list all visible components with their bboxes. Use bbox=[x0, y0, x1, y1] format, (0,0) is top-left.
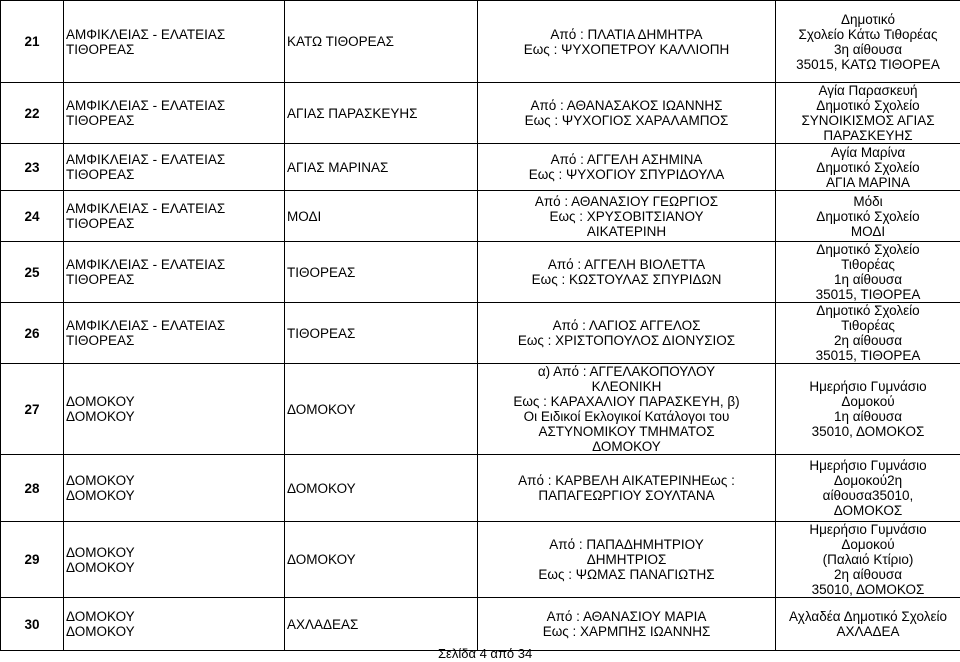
municipality-cell-line: ΔΟΜΟΚΟΥ bbox=[66, 473, 135, 488]
voter-range-cell-line: Εως : ΧΑΡΜΠΗΣ ΙΩΑΝΝΗΣ bbox=[542, 624, 711, 639]
voter-range-cell bbox=[478, 144, 776, 191]
polling-station-cell-line: Δομοκού2η bbox=[833, 473, 903, 488]
polling-station-cell bbox=[776, 303, 960, 364]
polling-station-cell-line: Ημερήσιο Γυμνάσιο bbox=[809, 379, 927, 394]
municipality-cell-line: ΔΟΜΟΚΟΥ bbox=[66, 544, 135, 560]
municipality-cell-line: ΑΜΦΙΚΛΕΙΑΣ - ΕΛΑΤΕΙΑΣ bbox=[66, 318, 226, 333]
community-cell-line: ΔΟΜΟΚΟΥ bbox=[287, 480, 356, 496]
voter-range-cell-line: Από : ΑΓΓΕΛΗ ΒΙΟΛΕΤΤΑ bbox=[547, 257, 706, 272]
municipality-cell bbox=[64, 455, 285, 522]
voter-range-cell-line: ΠΑΠΑΓΕΩΡΓΙΟΥ ΣΟΥΛΤΑΝΑ bbox=[538, 488, 715, 503]
table-row bbox=[1, 144, 960, 191]
community-cell-line: ΤΙΘΟΡΕΑΣ bbox=[287, 325, 356, 341]
voter-range-cell-line: ΔΟΜΟΚΟΥ bbox=[592, 439, 661, 454]
municipality-cell-line: ΔΟΜΟΚΟΥ bbox=[66, 609, 135, 624]
row-number: 23 bbox=[1, 144, 64, 191]
polling-station-cell-line: 35015, ΤΙΘΟΡΕΑ bbox=[815, 287, 921, 302]
polling-station-cell bbox=[776, 191, 960, 242]
voter-range-cell-line: Εως : ΚΑΡΑΧΑΛΙΟΥ ΠΑΡΑΣΚΕΥΗ, β) bbox=[513, 394, 740, 409]
municipality-cell-line: ΑΜΦΙΚΛΕΙΑΣ - ΕΛΑΤΕΙΑΣ bbox=[66, 201, 226, 216]
voter-range-cell-line: Από : ΑΘΑΝΑΣΙΟΥ ΜΑΡΙΑ bbox=[546, 609, 707, 624]
voter-range-cell-line: Από : ΑΘΑΝΑΣΑΚΟΣ ΙΩΑΝΝΗΣ bbox=[530, 98, 723, 113]
municipality-cell-line: ΔΟΜΟΚΟΥ bbox=[66, 488, 135, 503]
polling-station-cell-line: 35015, ΚΑΤΩ ΤΙΘΟΡΕΑ bbox=[796, 56, 940, 72]
voter-range-cell bbox=[478, 522, 776, 598]
community-cell-line: ΔΟΜΟΚΟΥ bbox=[287, 401, 356, 417]
polling-station-cell-line: Αγία Παρασκευή bbox=[818, 83, 918, 98]
voter-range-cell-line: ΔΗΜΗΤΡΙΟΣ bbox=[586, 552, 667, 567]
polling-station-cell-line: 1η αίθουσα bbox=[833, 409, 903, 424]
polling-station-cell-line: Ημερήσιο Γυμνάσιο bbox=[809, 458, 927, 473]
polling-station-cell-line: ΑΧΛΑΔΕΑ bbox=[836, 624, 900, 639]
row-number: 24 bbox=[1, 191, 64, 242]
community-cell bbox=[285, 1, 478, 83]
row-number: 25 bbox=[1, 242, 64, 303]
polling-station-cell-line: 35015, ΤΙΘΟΡΕΑ bbox=[815, 348, 921, 363]
polling-station-cell bbox=[776, 242, 960, 303]
polling-station-cell-line: Τιθορέας bbox=[841, 318, 895, 333]
polling-station-cell-line: Δημοτικό Σχολείο bbox=[816, 242, 920, 257]
polling-station-cell bbox=[776, 83, 960, 144]
voter-range-cell bbox=[478, 303, 776, 364]
polling-station-cell-line: ΣΥΝΟΙΚΙΣΜΟΣ ΑΓΙΑΣ bbox=[801, 113, 935, 128]
polling-station-cell-line: Δομοκού bbox=[841, 394, 895, 409]
table-row bbox=[1, 598, 960, 651]
polling-station-cell-line: Δομοκού bbox=[841, 537, 895, 552]
municipality-cell-line: ΔΟΜΟΚΟΥ bbox=[66, 394, 135, 409]
community-cell bbox=[285, 364, 478, 455]
row-number: 27 bbox=[1, 364, 64, 455]
voter-range-cell bbox=[478, 191, 776, 242]
polling-station-cell bbox=[776, 598, 960, 651]
polling-station-cell bbox=[776, 522, 960, 598]
voter-range-cell-line: Από : ΠΛΑΤΙΑ ΔΗΜΗΤΡΑ bbox=[550, 26, 703, 42]
voter-range-cell bbox=[478, 364, 776, 455]
voter-range-cell-line: Εως : ΚΩΣΤΟΥΛΑΣ ΣΠΥΡΙΔΩΝ bbox=[531, 272, 722, 287]
municipality-cell bbox=[64, 522, 285, 598]
voter-range-cell-line: Εως : ΧΡΙΣΤΟΠΟΥΛΟΣ ΔΙΟΝΥΣΙΟΣ bbox=[517, 333, 736, 348]
community-cell bbox=[285, 242, 478, 303]
municipality-cell-line: ΑΜΦΙΚΛΕΙΑΣ - ΕΛΑΤΕΙΑΣ bbox=[66, 98, 226, 113]
voter-range-cell-line: ΑΣΤΥΝΟΜΙΚΟΥ ΤΜΗΜΑΤΟΣ bbox=[538, 424, 715, 439]
polling-station-cell-line: αίθουσα35010, bbox=[822, 488, 914, 503]
voter-range-cell-line: ΚΛΕΟΝΙΚΗ bbox=[591, 379, 662, 394]
municipality-cell bbox=[64, 191, 285, 242]
polling-station-cell-line: 2η αίθουσα bbox=[833, 333, 903, 348]
municipality-cell-line: ΔΟΜΟΚΟΥ bbox=[66, 559, 135, 575]
polling-station-cell bbox=[776, 364, 960, 455]
polling-station-cell-line: 35010, ΔΟΜΟΚΟΣ bbox=[811, 424, 925, 439]
polling-station-cell-line: 2η αίθουσα bbox=[833, 567, 903, 582]
row-number: 21 bbox=[1, 1, 64, 83]
municipality-cell bbox=[64, 1, 285, 83]
community-cell-line: ΜΟΔΙ bbox=[287, 208, 322, 224]
polling-station-cell-line: Ημερήσιο Γυμνάσιο bbox=[809, 522, 927, 537]
voter-range-cell bbox=[478, 242, 776, 303]
voter-range-cell-line: Από : ΛΑΓΙΟΣ ΑΓΓΕΛΟΣ bbox=[552, 318, 701, 333]
voter-range-cell-line: Οι Ειδικοί Εκλογικοί Κατάλογοι του bbox=[523, 409, 730, 424]
voter-range-cell-line: Εως : ΨΥΧΟΓΙΟΣ ΧΑΡΑΛΑΜΠΟΣ bbox=[524, 113, 729, 128]
community-cell bbox=[285, 191, 478, 242]
table-row bbox=[1, 303, 960, 364]
polling-station-cell-line: Δημοτικό bbox=[840, 11, 896, 27]
page-footer: Σελίδα 4 από 34 bbox=[438, 646, 533, 661]
row-number: 29 bbox=[1, 522, 64, 598]
polling-station-cell-line: 3η αίθουσα bbox=[833, 41, 903, 57]
voter-range-cell-line: ΑΙΚΑΤΕΡΙΝΗ bbox=[586, 223, 667, 239]
municipality-cell bbox=[64, 303, 285, 364]
row-number: 30 bbox=[1, 598, 64, 651]
municipality-cell bbox=[64, 144, 285, 191]
municipality-cell bbox=[64, 83, 285, 144]
table-row bbox=[1, 364, 960, 455]
community-cell bbox=[285, 522, 478, 598]
voter-range-cell-line: α) Από : ΑΓΓΕΛΑΚΟΠΟΥΛΟΥ bbox=[537, 364, 716, 379]
voter-range-cell bbox=[478, 83, 776, 144]
municipality-cell bbox=[64, 242, 285, 303]
table-body bbox=[1, 1, 960, 651]
voter-range-cell-line: Εως : ΧΡΥΣΟΒΙΤΣΙΑΝΟΥ bbox=[549, 208, 704, 224]
polling-station-cell-line: 1η αίθουσα bbox=[833, 272, 903, 287]
municipality-cell bbox=[64, 364, 285, 455]
community-cell-line: ΤΙΘΟΡΕΑΣ bbox=[287, 264, 356, 280]
polling-station-cell-line: Δημοτικό Σχολείο bbox=[816, 303, 920, 318]
table-row bbox=[1, 455, 960, 522]
row-number: 28 bbox=[1, 455, 64, 522]
polling-station-cell-line: Μόδι bbox=[853, 193, 883, 209]
polling-station-cell bbox=[776, 1, 960, 83]
municipality-cell-line: ΑΜΦΙΚΛΕΙΑΣ - ΕΛΑΤΕΙΑΣ bbox=[66, 257, 226, 272]
municipality-cell-line: ΤΙΘΟΡΕΑΣ bbox=[66, 113, 135, 128]
polling-station-cell-line: Τιθορέας bbox=[841, 257, 895, 272]
polling-station-cell-line: ΜΟΔΙ bbox=[850, 223, 886, 239]
community-cell bbox=[285, 144, 478, 191]
municipality-cell-line: ΑΜΦΙΚΛΕΙΑΣ - ΕΛΑΤΕΙΑΣ bbox=[66, 26, 226, 42]
municipality-cell-line: ΤΙΘΟΡΕΑΣ bbox=[66, 167, 135, 182]
municipality-cell-line: ΔΟΜΟΚΟΥ bbox=[66, 624, 135, 639]
municipality-cell-line: ΤΙΘΟΡΕΑΣ bbox=[66, 216, 135, 231]
voter-range-cell-line: Από : ΚΑΡΒΕΛΗ ΑΙΚΑΤΕΡΙΝΗΕως : bbox=[518, 473, 735, 488]
table-row bbox=[1, 1, 960, 83]
polling-station-cell-line: Αγία Μαρίνα bbox=[830, 144, 906, 160]
row-number: 22 bbox=[1, 83, 64, 144]
polling-station-cell bbox=[776, 144, 960, 191]
voter-range-cell bbox=[478, 455, 776, 522]
community-cell bbox=[285, 455, 478, 522]
polling-station-cell-line: Δημοτικό Σχολείο bbox=[816, 159, 920, 175]
municipality-cell-line: ΤΙΘΟΡΕΑΣ bbox=[66, 41, 135, 57]
voter-range-cell-line: Από : ΑΓΓΕΛΗ ΑΣΗΜΙΝΑ bbox=[550, 152, 703, 167]
community-cell bbox=[285, 598, 478, 651]
community-cell-line: ΚΑΤΩ ΤΙΘΟΡΕΑΣ bbox=[287, 34, 394, 49]
polling-station-cell-line: ΔΟΜΟΚΟΣ bbox=[833, 503, 903, 518]
municipality-cell-line: ΔΟΜΟΚΟΥ bbox=[66, 409, 135, 424]
table-row bbox=[1, 191, 960, 242]
municipality-cell-line: ΑΜΦΙΚΛΕΙΑΣ - ΕΛΑΤΕΙΑΣ bbox=[66, 152, 226, 167]
community-cell-line: ΔΟΜΟΚΟΥ bbox=[287, 552, 356, 567]
voter-range-cell bbox=[478, 598, 776, 651]
voter-range-cell-line: Εως : ΨΥΧΟΓΙΟΥ ΣΠΥΡΙΔΟΥΛΑ bbox=[528, 167, 725, 182]
polling-station-cell-line: Δημοτικό Σχολείο bbox=[816, 98, 920, 113]
community-cell-line: ΑΓΙΑΣ ΜΑΡΙΝΑΣ bbox=[287, 159, 389, 175]
row-number: 26 bbox=[1, 303, 64, 364]
voter-range-cell-line: Από : ΠΑΠΑΔΗΜΗΤΡΙΟΥ bbox=[549, 537, 704, 552]
voter-range-cell bbox=[478, 1, 776, 83]
community-cell-line: ΑΧΛΑΔΕΑΣ bbox=[287, 616, 359, 632]
municipality-cell bbox=[64, 598, 285, 651]
polling-station-cell-line: 35010, ΔΟΜΟΚΟΣ bbox=[811, 582, 925, 597]
polling-station-cell-line: ΑΓΙΑ ΜΑΡΙΝΑ bbox=[826, 174, 910, 190]
polling-station-cell-line: Σχολείο Κάτω Τιθορέας bbox=[798, 26, 938, 42]
table-row bbox=[1, 522, 960, 598]
polling-station-cell bbox=[776, 455, 960, 522]
municipality-cell-line: ΤΙΘΟΡΕΑΣ bbox=[66, 333, 135, 348]
community-cell bbox=[285, 83, 478, 144]
table-row bbox=[1, 83, 960, 144]
polling-station-cell-line: (Παλαιό Κτίριο) bbox=[822, 552, 914, 567]
community-cell bbox=[285, 303, 478, 364]
table-row bbox=[1, 242, 960, 303]
municipality-cell-line: ΤΙΘΟΡΕΑΣ bbox=[66, 272, 135, 287]
voter-range-cell-line: Εως : ΨΥΧΟΠΕΤΡΟΥ ΚΑΛΛΙΟΠΗ bbox=[523, 41, 730, 57]
community-cell-line: ΑΓΙΑΣ ΠΑΡΑΣΚΕΥΗΣ bbox=[287, 105, 418, 121]
voter-range-cell-line: Εως : ΨΩΜΑΣ ΠΑΝΑΓΙΩΤΗΣ bbox=[538, 567, 715, 582]
polling-station-cell-line: ΠΑΡΑΣΚΕΥΗΣ bbox=[823, 128, 913, 143]
voter-range-cell-line: Από : ΑΘΑΝΑΣΙΟΥ ΓΕΩΡΓΙΟΣ bbox=[534, 193, 719, 209]
polling-station-cell-line: Δημοτικό Σχολείο bbox=[816, 208, 920, 224]
polling-station-cell-line: Αχλαδέα Δημοτικό Σχολείο bbox=[789, 609, 947, 624]
